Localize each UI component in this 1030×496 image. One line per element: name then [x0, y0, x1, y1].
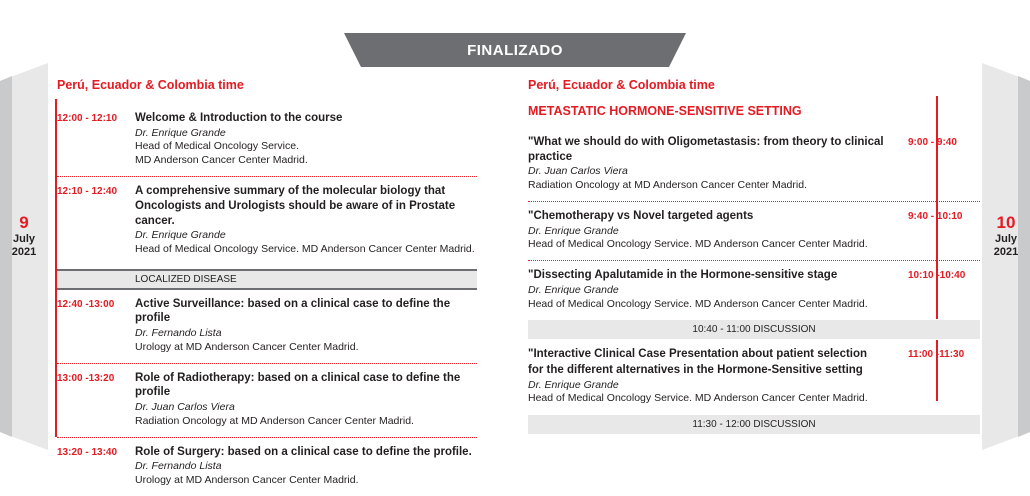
session-affiliation: Urology at MD Anderson Cancer Center Madrid.: [135, 340, 359, 353]
session-details: [528, 268, 898, 311]
session-speaker: Dr. Juan Carlos Viera: [135, 401, 235, 414]
session-title: for the different alternatives in the Hormone-Sensitive setting: [528, 364, 863, 377]
session-time: 12:00 - 12:10: [57, 113, 118, 124]
session-list-left-part2: [57, 290, 477, 496]
session-speaker: Dr. Fernando Lista: [135, 460, 222, 473]
session-row: [528, 340, 980, 414]
session-speaker: Dr. Enrique Grande: [135, 126, 226, 139]
session-speaker: Dr. Enrique Grande: [528, 283, 619, 296]
session-time: 13:20 - 13:40: [57, 446, 118, 458]
session-row: [57, 104, 477, 176]
timezone-label-left: Perú, Ecuador & Colombia time: [57, 78, 244, 92]
session-speaker: Dr. Fernando Lista: [135, 327, 222, 340]
session-affiliation: Head of Medical Oncology Service. MD Anderson Cancer Center Madrid.: [528, 297, 868, 310]
session-time: 11:00 -11:30: [908, 349, 965, 361]
session-row: [528, 201, 980, 260]
section-band-localized-disease: LOCALIZED DISEASE: [57, 269, 477, 290]
discussion-band-1: 10:40 - 11:00 DISCUSSION: [528, 319, 980, 340]
agenda-column-day-9: [57, 78, 477, 496]
session-row: [528, 128, 980, 201]
session-affiliation: Radiation Oncology at MD Anderson Cancer Center Madrid.: [528, 179, 807, 192]
session-title: "What we should do with Oligometastasis: from theory to clinical practice: [528, 136, 884, 163]
discussion-band-2: 11:30 - 12:00 DISCUSSION: [528, 414, 980, 435]
session-speaker: Dr. Juan Carlos Viera: [528, 165, 628, 178]
timezone-label-right: Perú, Ecuador & Colombia time: [528, 78, 715, 92]
ribbon-year-left: 2021: [11, 246, 37, 259]
session-title: Role of Surgery: based on a clinical case to define the profile.: [135, 445, 472, 458]
session-time: 9:40 - 10:10: [908, 210, 963, 222]
session-affiliation: Head of Medical Oncology Service. MD Anderson Cancer Center Madrid.: [135, 242, 475, 255]
date-ribbon-left: [0, 63, 48, 450]
session-speaker: Dr. Enrique Grande: [528, 378, 619, 391]
section-title-metastatic-setting: METASTATIC HORMONE-SENSITIVE SETTING: [528, 104, 802, 118]
session-speaker: Dr. Enrique Grande: [135, 229, 226, 242]
session-time: 13:00 -13:20: [57, 372, 115, 384]
session-title: Welcome & Introduction to the course: [135, 112, 343, 124]
session-details: [122, 184, 477, 257]
session-title: "Chemotherapy vs Novel targeted agents: [528, 209, 754, 222]
session-time: 12:40 -13:00: [57, 298, 115, 310]
session-details: [122, 371, 477, 429]
status-banner: [344, 33, 686, 67]
session-details: [122, 297, 477, 355]
session-row: [57, 290, 477, 363]
ribbon-month-left: July: [12, 233, 35, 246]
session-row: [57, 437, 477, 496]
session-time: 10:10 -10:40: [908, 270, 966, 282]
session-speaker: Dr. Enrique Grande: [528, 224, 619, 237]
ribbon-year-right: 2021: [993, 246, 1019, 259]
ribbon-date-left: [0, 213, 48, 259]
session-time: 9:00 - 9:40: [908, 137, 957, 148]
session-list-right-part1: [528, 128, 980, 319]
ribbon-day-right: 10: [996, 213, 1016, 232]
session-list-left-part1: [57, 104, 477, 265]
session-details: [122, 111, 342, 168]
session-affiliation: Head of Medical Oncology Service. MD Anderson Cancer Center Madrid.: [528, 392, 868, 405]
session-details: [528, 209, 898, 252]
session-row: [528, 260, 980, 319]
session-affiliation: Urology at MD Anderson Cancer Center Madrid.: [135, 473, 359, 486]
session-title: "Dissecting Apalutamide in the Hormone-sensitive stage: [528, 269, 838, 282]
session-details: [528, 135, 898, 193]
session-details: [122, 445, 472, 488]
session-list-right-part2: [528, 340, 980, 414]
ribbon-day-left: 9: [19, 213, 29, 232]
session-title: Active Surveillance: based on a clinical case to define the profile: [135, 297, 451, 325]
session-affiliation: Head of Medical Oncology Service. MD Anderson Cancer Center Madrid.: [528, 238, 868, 251]
session-row: [57, 176, 477, 265]
session-title: "Interactive Clinical Case Presentation about patient selection: [528, 348, 868, 361]
session-time: 12:10 - 12:40: [57, 186, 118, 198]
date-ribbon-right: [982, 63, 1030, 450]
session-title: A comprehensive summary of the molecular biology that Oncologists and Urologists should be aware of in Prostate cancer.: [135, 185, 456, 227]
ribbon-date-right: [982, 213, 1030, 259]
session-title: Role of Radiotherapy: based on a clinical case to define the profile: [135, 371, 461, 399]
agenda-column-day-10: [528, 78, 980, 435]
ribbon-month-right: July: [994, 233, 1017, 246]
session-affiliation: Head of Medical Oncology Service.: [135, 140, 299, 153]
session-details: [528, 347, 898, 406]
session-affiliation: Radiation Oncology at MD Anderson Cancer Center Madrid.: [135, 414, 414, 427]
session-row: [57, 363, 477, 437]
status-badge: FINALIZADO: [467, 41, 563, 59]
session-affiliation: MD Anderson Cancer Center Madrid.: [135, 154, 308, 167]
